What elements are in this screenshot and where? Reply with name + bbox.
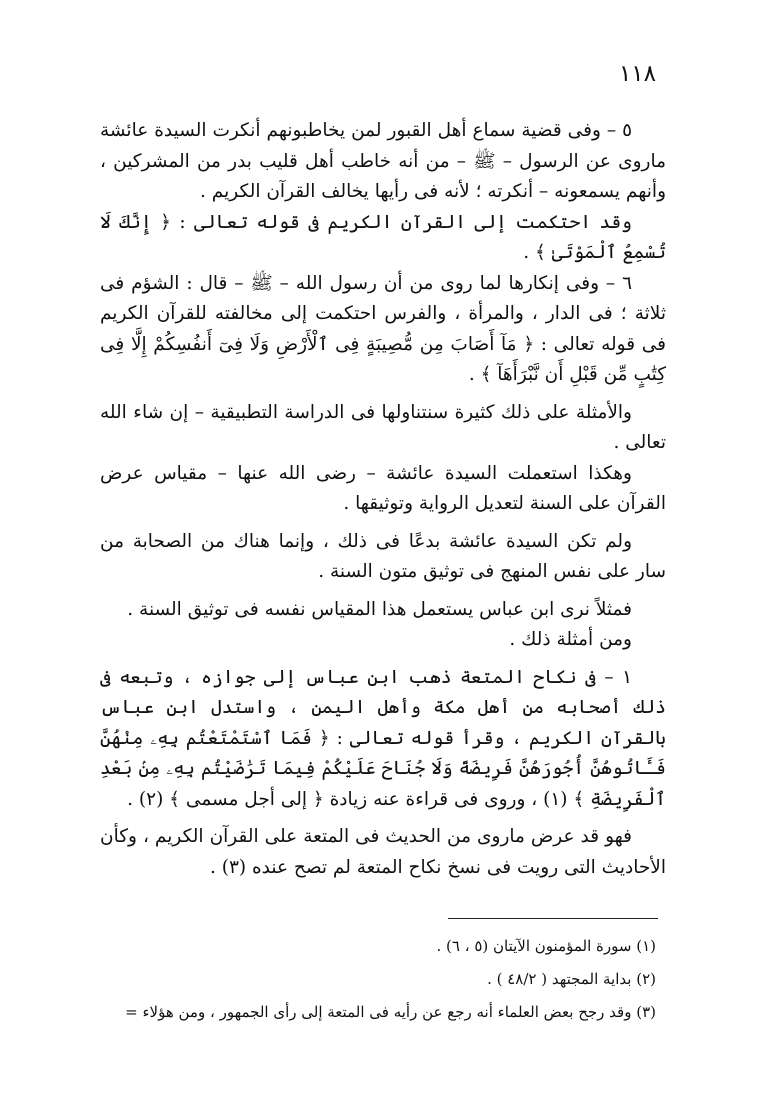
paragraph-point-5: ٥ – وفى قضية سماع أهل القبور لمن يخاطبونهم أنكرت السيدة عائشة ماروى عن الرسول – ﷺ – من أنه خاطب أهل قليب بدر من المشركين ، وأنهم يسمعونه – أنكرته ؛ لأنه فى رأيها يخالف القرآن الكريم . bbox=[100, 120, 666, 202]
page-number: ١١٨ bbox=[618, 61, 656, 87]
footnote-3: (٣) وقد رجح بعض العلماء أنه رجع عن رأيه فى المتعة إلى رأى الجمهور ، ومن هؤلاء = bbox=[125, 1003, 656, 1021]
main-text bbox=[100, 116, 666, 883]
paragraph-mutah: ١ – فى نكاح المتعة ذهب ابن عباس إلى جوازه ، وتبعه فى ذلك أصحابه من أهل مكة وأهل اليمن ، واستدل ابن عباس بالقرآن الكريم ، وقرأ قوله تعالى : ﴿ فَمَا ٱسْتَمْتَعْتُم بِهِۦ مِنْهُنَّ فَـَٔاتُوهُنَّ أُجُورَهُنَّ فَرِيضَةً وَلَا جُنَاحَ عَلَيْكُمْ فِيمَا تَرَٰضَيْتُم بِهِۦ مِنۢ بَعْدِ ٱلْفَرِيضَةِ ﴾ (١) ، وروى فى قراءة عنه زيادة ﴿ إلى أجل مسمى ﴾ (٢) . bbox=[100, 666, 666, 810]
paragraph-aisha-method: وهكذا استعملت السيدة عائشة – رضى الله عنها – مقياس عرض القرآن على السنة لتعديل الرواية وتوثيقها . bbox=[100, 462, 666, 514]
paragraph-point-6: ٦ – وفى إنكارها لما روى من أن رسول الله – ﷺ – قال : الشؤم فى ثلاثة ؛ فى الدار ، والمرأة ، والفرس احتكمت إلى مخالفته للقرآن الكريم فى قوله تعالى : ﴿ مَآ أَصَابَ مِن مُّصِيبَةٍ فِى ٱلْأَرْضِ وَلَا فِىٓ أَنفُسِكُمْ إِلَّا فِى كِتَٰبٍ مِّن قَبْلِ أَن نَّبْرَأَهَآ ﴾ . bbox=[100, 272, 666, 385]
paragraph-conclusion: فهو قد عرض ماروى من الحديث فى المتعة على القرآن الكريم ، وكأن الأحاديث التى رويت فى نسخ نكاح المتعة لم تصح عنده (٣) . bbox=[100, 826, 666, 878]
footnotes bbox=[100, 930, 666, 1029]
paragraph-companions: ولم تكن السيدة عائشة بدعًا فى ذلك ، وإنما هناك من الصحابة من سار على نفس المنهج فى توثيق متون السنة . bbox=[100, 530, 666, 582]
paragraph-examples-of: ومن أمثلة ذلك . bbox=[509, 629, 632, 650]
footnote-2: (٢) بداية المجتهد ( ٤٨/٢ ) . bbox=[487, 970, 656, 988]
paragraph-quran-dead: وقد احتكمت إلى القرآن الكريم فى قوله تعالى : ﴿ إِنَّكَ لَا تُسْمِعُ ٱلْمَوْتَىٰ ﴾ . bbox=[100, 211, 666, 263]
footnote-separator bbox=[448, 918, 658, 919]
footnote-1: (١) سورة المؤمنون الآيتان (٥ ، ٦) . bbox=[436, 937, 656, 955]
paragraph-examples: والأمثلة على ذلك كثيرة سنتناولها فى الدراسة التطبيقية – إن شاء الله تعالى . bbox=[100, 401, 666, 453]
paragraph-ibn-abbas: فمثلاً نرى ابن عباس يستعمل هذا المقياس نفسه فى توثيق السنة . bbox=[127, 598, 632, 620]
